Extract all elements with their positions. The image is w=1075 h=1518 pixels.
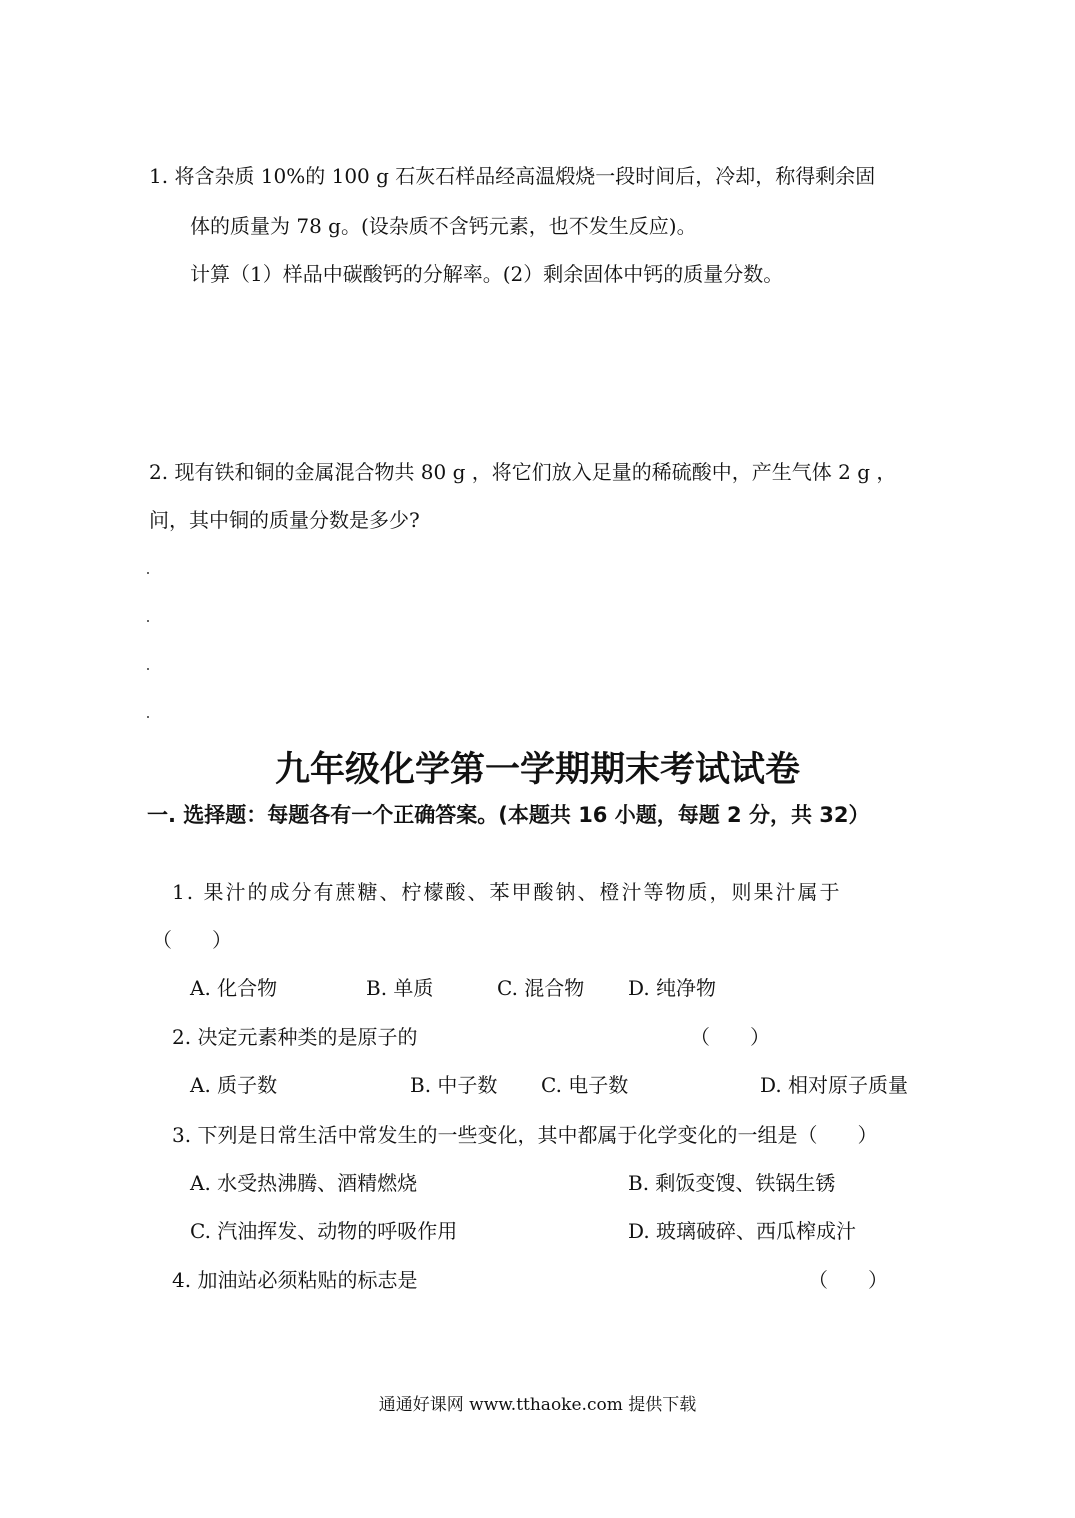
margin-dot — [147, 620, 149, 622]
margin-dot — [147, 716, 149, 718]
question-1-option-c: C. 混合物 — [497, 976, 585, 1000]
question-2-answer-bracket: （ ） — [690, 1025, 770, 1049]
question-2-stem: 2. 决定元素种类的是原子的 — [172, 1025, 418, 1049]
problem-2-line-2: 问，其中铜的质量分数是多少? — [149, 508, 420, 532]
question-2-option-a: A. 质子数 — [190, 1073, 278, 1097]
question-1-option-a: A. 化合物 — [190, 976, 278, 1000]
question-1-option-b: B. 单质 — [366, 976, 434, 1000]
question-1-option-d: D. 纯净物 — [628, 976, 717, 1000]
problem-1-line-2: 体的质量为 78 g。(设杂质不含钙元素，也不发生反应)。 — [190, 214, 697, 238]
question-1-stem: 1. 果汁的成分有蔗糖、柠檬酸、苯甲酸钠、橙汁等物质，则果汁属于 — [172, 880, 842, 904]
question-2-option-d: D. 相对原子质量 — [760, 1073, 909, 1097]
question-3-option-d: D. 玻璃破碎、西瓜榨成汁 — [628, 1219, 857, 1243]
margin-dot — [147, 572, 149, 574]
download-footer: 通通好课网 www.tthaoke.com 提供下载 — [378, 1395, 697, 1415]
margin-dot — [147, 668, 149, 670]
question-4-stem: 4. 加油站必须粘贴的标志是 — [172, 1268, 418, 1292]
problem-1-line-1: 1. 将含杂质 10%的 100 g 石灰石样品经高温煅烧一段时间后，冷却，称得剩余固 — [149, 164, 876, 188]
question-4-answer-bracket: （ ） — [808, 1268, 888, 1292]
question-3-option-a: A. 水受热沸腾、酒精燃烧 — [190, 1171, 418, 1195]
problem-2-line-1: 2. 现有铁和铜的金属混合物共 80 g ，将它们放入足量的稀硫酸中，产生气体 2 g ， — [149, 460, 897, 484]
section-heading: 一. 选择题：每题各有一个正确答案。(本题共 16 小题，每题 2 分，共 32） — [147, 803, 870, 827]
question-3-option-c: C. 汽油挥发、动物的呼吸作用 — [190, 1219, 458, 1243]
question-3-option-b: B. 剩饭变馊、铁锅生锈 — [628, 1171, 836, 1195]
question-2-option-b: B. 中子数 — [410, 1073, 498, 1097]
question-2-option-c: C. 电子数 — [541, 1073, 629, 1097]
exam-title: 九年级化学第一学期期末考试试卷 — [274, 750, 800, 790]
question-3-stem: 3. 下列是日常生活中常发生的一些变化，其中都属于化学变化的一组是（ ） — [172, 1123, 878, 1147]
question-1-answer-bracket: （ ） — [152, 928, 232, 952]
problem-1-line-3: 计算（1）样品中碳酸钙的分解率。(2）剩余固体中钙的质量分数。 — [190, 262, 784, 286]
